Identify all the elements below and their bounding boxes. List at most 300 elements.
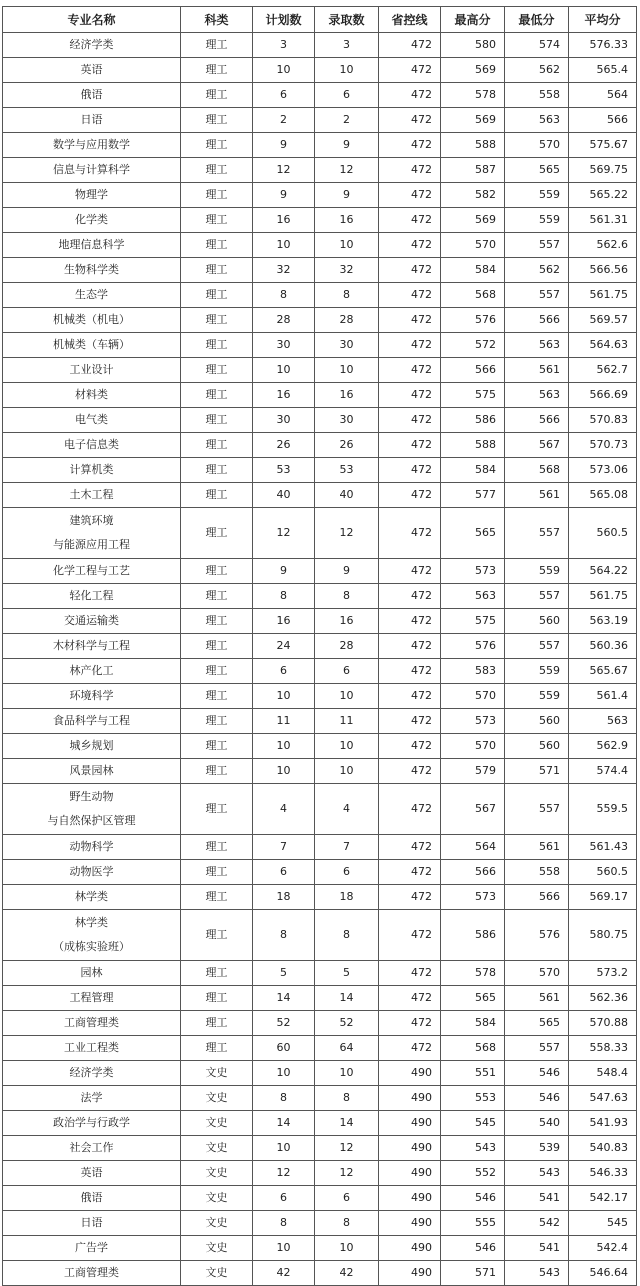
cell-min-score: 561: [505, 986, 569, 1011]
cell-min-score: 567: [505, 433, 569, 458]
cell-min-score: 539: [505, 1136, 569, 1161]
table-row: [3, 910, 637, 961]
cell-avg-score: 563: [569, 709, 637, 734]
cell-avg-score: 566: [569, 108, 637, 133]
cell-admitted: 40: [315, 483, 379, 508]
cell-major: 信息与计算科学: [3, 158, 181, 183]
table-row: [3, 1036, 637, 1061]
cell-major: 林学类: [3, 885, 181, 910]
cell-planned: 11: [253, 709, 315, 734]
cell-category: 理工: [181, 508, 253, 559]
cell-max-score: 543: [441, 1136, 505, 1161]
table-row: [3, 108, 637, 133]
cell-planned: 6: [253, 860, 315, 885]
cell-min-score: 576: [505, 910, 569, 961]
cell-avg-score: 565.67: [569, 659, 637, 684]
cell-category: 理工: [181, 308, 253, 333]
cell-control-line: 472: [379, 709, 441, 734]
table-row: [3, 1136, 637, 1161]
cell-admitted: 10: [315, 358, 379, 383]
cell-major: 机械类（机电）: [3, 308, 181, 333]
cell-avg-score: 558.33: [569, 1036, 637, 1061]
cell-control-line: 472: [379, 433, 441, 458]
cell-control-line: 472: [379, 559, 441, 584]
table-row: [3, 1211, 637, 1236]
cell-min-score: 563: [505, 383, 569, 408]
cell-major: 日语: [3, 1211, 181, 1236]
table-row: [3, 58, 637, 83]
cell-planned: 8: [253, 283, 315, 308]
table-row: [3, 133, 637, 158]
admission-scores-table: [2, 6, 637, 1286]
cell-category: 理工: [181, 83, 253, 108]
cell-avg-score: 547.63: [569, 1086, 637, 1111]
cell-planned: 32: [253, 258, 315, 283]
cell-category: 理工: [181, 910, 253, 961]
cell-control-line: 472: [379, 33, 441, 58]
cell-major: 地理信息科学: [3, 233, 181, 258]
cell-category: 理工: [181, 158, 253, 183]
cell-planned: 30: [253, 408, 315, 433]
table-row: [3, 659, 637, 684]
cell-major: 计算机类: [3, 458, 181, 483]
cell-major: 园林: [3, 961, 181, 986]
table-row: [3, 860, 637, 885]
table-body: [3, 33, 637, 1286]
cell-category: 理工: [181, 835, 253, 860]
cell-max-score: 588: [441, 433, 505, 458]
cell-major: 城乡规划: [3, 734, 181, 759]
cell-avg-score: 564: [569, 83, 637, 108]
cell-min-score: 543: [505, 1261, 569, 1286]
cell-min-score: 542: [505, 1211, 569, 1236]
cell-admitted: 8: [315, 1211, 379, 1236]
cell-control-line: 472: [379, 860, 441, 885]
cell-control-line: 472: [379, 483, 441, 508]
table-row: [3, 885, 637, 910]
cell-category: 理工: [181, 634, 253, 659]
cell-avg-score: 560.5: [569, 860, 637, 885]
cell-planned: 6: [253, 659, 315, 684]
cell-planned: 10: [253, 58, 315, 83]
cell-control-line: 490: [379, 1161, 441, 1186]
cell-max-score: 566: [441, 358, 505, 383]
cell-planned: 14: [253, 986, 315, 1011]
cell-admitted: 8: [315, 283, 379, 308]
cell-major: 木材科学与工程: [3, 634, 181, 659]
major-name-line: 野生动物: [69, 790, 114, 803]
cell-admitted: 16: [315, 208, 379, 233]
cell-control-line: 472: [379, 784, 441, 835]
cell-admitted: 14: [315, 986, 379, 1011]
cell-max-score: 576: [441, 634, 505, 659]
cell-admitted: 28: [315, 308, 379, 333]
cell-avg-score: 574.4: [569, 759, 637, 784]
cell-control-line: 490: [379, 1086, 441, 1111]
cell-planned: 26: [253, 433, 315, 458]
cell-avg-score: 573.06: [569, 458, 637, 483]
cell-min-score: 557: [505, 784, 569, 835]
cell-planned: 60: [253, 1036, 315, 1061]
cell-max-score: 584: [441, 258, 505, 283]
cell-avg-score: 560.5: [569, 508, 637, 559]
cell-control-line: 490: [379, 1186, 441, 1211]
cell-avg-score: 546.33: [569, 1161, 637, 1186]
cell-max-score: 576: [441, 308, 505, 333]
cell-category: 理工: [181, 333, 253, 358]
table-row: [3, 1236, 637, 1261]
cell-planned: 42: [253, 1261, 315, 1286]
cell-planned: 10: [253, 358, 315, 383]
table-row: [3, 308, 637, 333]
cell-max-score: 568: [441, 283, 505, 308]
cell-min-score: 566: [505, 308, 569, 333]
cell-control-line: 472: [379, 609, 441, 634]
cell-min-score: 559: [505, 208, 569, 233]
cell-min-score: 561: [505, 483, 569, 508]
cell-avg-score: 540.83: [569, 1136, 637, 1161]
cell-admitted: 52: [315, 1011, 379, 1036]
cell-planned: 2: [253, 108, 315, 133]
cell-max-score: 546: [441, 1236, 505, 1261]
cell-category: 理工: [181, 408, 253, 433]
cell-min-score: 541: [505, 1236, 569, 1261]
cell-max-score: 553: [441, 1086, 505, 1111]
cell-category: 理工: [181, 358, 253, 383]
cell-min-score: 563: [505, 108, 569, 133]
cell-max-score: 584: [441, 458, 505, 483]
cell-max-score: 565: [441, 508, 505, 559]
cell-min-score: 543: [505, 1161, 569, 1186]
cell-control-line: 472: [379, 986, 441, 1011]
cell-planned: 8: [253, 910, 315, 961]
cell-avg-score: 565.4: [569, 58, 637, 83]
cell-admitted: 10: [315, 1061, 379, 1086]
cell-avg-score: 575.67: [569, 133, 637, 158]
cell-major: 机械类（车辆）: [3, 333, 181, 358]
cell-category: 文史: [181, 1111, 253, 1136]
cell-major: 政治学与行政学: [3, 1111, 181, 1136]
cell-control-line: 490: [379, 1061, 441, 1086]
table-row: [3, 408, 637, 433]
cell-admitted: 7: [315, 835, 379, 860]
cell-min-score: 562: [505, 58, 569, 83]
cell-avg-score: 569.57: [569, 308, 637, 333]
cell-min-score: 562: [505, 258, 569, 283]
cell-control-line: 472: [379, 584, 441, 609]
cell-avg-score: 561.43: [569, 835, 637, 860]
cell-avg-score: 561.4: [569, 684, 637, 709]
cell-control-line: 472: [379, 759, 441, 784]
cell-admitted: 6: [315, 860, 379, 885]
cell-avg-score: 542.17: [569, 1186, 637, 1211]
cell-control-line: 472: [379, 283, 441, 308]
cell-control-line: 490: [379, 1136, 441, 1161]
cell-category: 理工: [181, 33, 253, 58]
cell-major: 环境科学: [3, 684, 181, 709]
cell-avg-score: 565.08: [569, 483, 637, 508]
cell-max-score: 578: [441, 961, 505, 986]
cell-max-score: 555: [441, 1211, 505, 1236]
cell-avg-score: 566.56: [569, 258, 637, 283]
cell-min-score: 560: [505, 734, 569, 759]
cell-major: 数学与应用数学: [3, 133, 181, 158]
cell-planned: 16: [253, 383, 315, 408]
cell-control-line: 472: [379, 108, 441, 133]
cell-max-score: 582: [441, 183, 505, 208]
header-planned: 计划数: [253, 7, 315, 33]
cell-max-score: 569: [441, 208, 505, 233]
table-row: [3, 433, 637, 458]
cell-major: 土木工程: [3, 483, 181, 508]
table-row: [3, 1186, 637, 1211]
cell-control-line: 472: [379, 1036, 441, 1061]
cell-avg-score: 541.93: [569, 1111, 637, 1136]
cell-max-score: 579: [441, 759, 505, 784]
table-row: [3, 233, 637, 258]
cell-min-score: 546: [505, 1086, 569, 1111]
cell-avg-score: 546.64: [569, 1261, 637, 1286]
cell-planned: 8: [253, 1086, 315, 1111]
cell-avg-score: 562.6: [569, 233, 637, 258]
cell-min-score: 560: [505, 709, 569, 734]
cell-admitted: 5: [315, 961, 379, 986]
cell-admitted: 6: [315, 659, 379, 684]
cell-admitted: 2: [315, 108, 379, 133]
table-row: [3, 1111, 637, 1136]
table-row: [3, 258, 637, 283]
cell-planned: 10: [253, 1236, 315, 1261]
cell-control-line: 490: [379, 1111, 441, 1136]
cell-avg-score: 570.73: [569, 433, 637, 458]
cell-category: 理工: [181, 986, 253, 1011]
cell-admitted: 64: [315, 1036, 379, 1061]
cell-control-line: 472: [379, 1011, 441, 1036]
cell-category: 理工: [181, 709, 253, 734]
cell-category: 文史: [181, 1161, 253, 1186]
cell-avg-score: 559.5: [569, 784, 637, 835]
cell-category: 理工: [181, 208, 253, 233]
cell-planned: 4: [253, 784, 315, 835]
cell-min-score: 557: [505, 584, 569, 609]
cell-category: 理工: [181, 383, 253, 408]
cell-control-line: 472: [379, 58, 441, 83]
cell-max-score: 584: [441, 1011, 505, 1036]
cell-max-score: 586: [441, 910, 505, 961]
cell-max-score: 564: [441, 835, 505, 860]
cell-admitted: 10: [315, 734, 379, 759]
cell-planned: 7: [253, 835, 315, 860]
cell-max-score: 575: [441, 383, 505, 408]
cell-min-score: 546: [505, 1061, 569, 1086]
cell-category: 理工: [181, 659, 253, 684]
cell-major: 社会工作: [3, 1136, 181, 1161]
cell-min-score: 559: [505, 559, 569, 584]
cell-avg-score: 570.88: [569, 1011, 637, 1036]
cell-avg-score: 569.17: [569, 885, 637, 910]
cell-category: 理工: [181, 283, 253, 308]
cell-min-score: 570: [505, 133, 569, 158]
cell-category: 理工: [181, 784, 253, 835]
cell-major: 工业设计: [3, 358, 181, 383]
table-row: [3, 759, 637, 784]
table-row: [3, 158, 637, 183]
cell-max-score: 583: [441, 659, 505, 684]
cell-major: [3, 784, 181, 835]
cell-control-line: 472: [379, 83, 441, 108]
cell-avg-score: 573.2: [569, 961, 637, 986]
cell-category: 文史: [181, 1061, 253, 1086]
cell-min-score: 559: [505, 684, 569, 709]
cell-avg-score: 569.75: [569, 158, 637, 183]
cell-category: 理工: [181, 559, 253, 584]
cell-major: [3, 508, 181, 559]
cell-control-line: 472: [379, 734, 441, 759]
cell-planned: 16: [253, 208, 315, 233]
cell-max-score: 571: [441, 1261, 505, 1286]
cell-control-line: 472: [379, 383, 441, 408]
table-row: [3, 483, 637, 508]
table-row: [3, 709, 637, 734]
cell-admitted: 12: [315, 158, 379, 183]
cell-avg-score: 563.19: [569, 609, 637, 634]
cell-category: 理工: [181, 233, 253, 258]
cell-admitted: 12: [315, 1161, 379, 1186]
cell-avg-score: 562.9: [569, 734, 637, 759]
cell-planned: 5: [253, 961, 315, 986]
cell-planned: 9: [253, 559, 315, 584]
cell-control-line: 490: [379, 1261, 441, 1286]
table-row: [3, 208, 637, 233]
cell-min-score: 566: [505, 885, 569, 910]
cell-major: 法学: [3, 1086, 181, 1111]
cell-avg-score: 561.75: [569, 283, 637, 308]
cell-min-score: 557: [505, 508, 569, 559]
cell-major: 俄语: [3, 83, 181, 108]
cell-control-line: 472: [379, 333, 441, 358]
cell-control-line: 472: [379, 634, 441, 659]
table-header: [3, 7, 637, 33]
cell-major: 物理学: [3, 183, 181, 208]
cell-major: 工商管理类: [3, 1011, 181, 1036]
cell-major: 经济学类: [3, 33, 181, 58]
cell-category: 理工: [181, 108, 253, 133]
table-row: [3, 986, 637, 1011]
cell-major: 风景园林: [3, 759, 181, 784]
cell-major: 食品科学与工程: [3, 709, 181, 734]
cell-min-score: 561: [505, 835, 569, 860]
cell-min-score: 574: [505, 33, 569, 58]
cell-category: 理工: [181, 584, 253, 609]
cell-category: 理工: [181, 183, 253, 208]
cell-major: 交通运输类: [3, 609, 181, 634]
cell-category: 理工: [181, 1011, 253, 1036]
table-row: [3, 283, 637, 308]
cell-avg-score: 562.7: [569, 358, 637, 383]
cell-category: 理工: [181, 885, 253, 910]
cell-major: 化学工程与工艺: [3, 559, 181, 584]
header-avg-score: 平均分: [569, 7, 637, 33]
cell-min-score: 559: [505, 659, 569, 684]
cell-category: 理工: [181, 433, 253, 458]
cell-avg-score: 561.75: [569, 584, 637, 609]
table-row: [3, 835, 637, 860]
cell-max-score: 551: [441, 1061, 505, 1086]
cell-major: 轻化工程: [3, 584, 181, 609]
cell-planned: 8: [253, 584, 315, 609]
cell-max-score: 573: [441, 709, 505, 734]
cell-planned: 12: [253, 158, 315, 183]
cell-planned: 3: [253, 33, 315, 58]
header-major: 专业名称: [3, 7, 181, 33]
cell-planned: 30: [253, 333, 315, 358]
cell-admitted: 10: [315, 58, 379, 83]
cell-max-score: 563: [441, 584, 505, 609]
table-row: [3, 584, 637, 609]
cell-max-score: 565: [441, 986, 505, 1011]
table-row: [3, 33, 637, 58]
cell-admitted: 30: [315, 408, 379, 433]
table-row: [3, 684, 637, 709]
cell-major: 日语: [3, 108, 181, 133]
cell-category: 文史: [181, 1236, 253, 1261]
cell-max-score: 573: [441, 559, 505, 584]
cell-planned: 52: [253, 1011, 315, 1036]
cell-admitted: 10: [315, 233, 379, 258]
cell-control-line: 490: [379, 1211, 441, 1236]
cell-category: 理工: [181, 58, 253, 83]
cell-planned: 6: [253, 1186, 315, 1211]
cell-max-score: 577: [441, 483, 505, 508]
table-row: [3, 1261, 637, 1286]
cell-planned: 53: [253, 458, 315, 483]
cell-avg-score: 566.69: [569, 383, 637, 408]
cell-admitted: 8: [315, 584, 379, 609]
major-name-line: 林学类: [75, 916, 108, 929]
cell-max-score: 567: [441, 784, 505, 835]
cell-max-score: 545: [441, 1111, 505, 1136]
cell-planned: 9: [253, 133, 315, 158]
header-control-line: 省控线: [379, 7, 441, 33]
cell-category: 理工: [181, 483, 253, 508]
cell-planned: 24: [253, 634, 315, 659]
cell-max-score: 570: [441, 684, 505, 709]
cell-min-score: 560: [505, 609, 569, 634]
cell-min-score: 557: [505, 1036, 569, 1061]
cell-admitted: 4: [315, 784, 379, 835]
cell-major: 电气类: [3, 408, 181, 433]
cell-max-score: 588: [441, 133, 505, 158]
cell-category: 理工: [181, 961, 253, 986]
cell-min-score: 540: [505, 1111, 569, 1136]
table-row: [3, 358, 637, 383]
cell-admitted: 16: [315, 609, 379, 634]
cell-max-score: 580: [441, 33, 505, 58]
cell-admitted: 10: [315, 759, 379, 784]
cell-admitted: 9: [315, 183, 379, 208]
table-row: [3, 383, 637, 408]
cell-control-line: 472: [379, 835, 441, 860]
cell-avg-score: 564.63: [569, 333, 637, 358]
header-max-score: 最高分: [441, 7, 505, 33]
cell-admitted: 10: [315, 1236, 379, 1261]
cell-min-score: 570: [505, 961, 569, 986]
table-row: [3, 458, 637, 483]
cell-min-score: 568: [505, 458, 569, 483]
cell-planned: 10: [253, 734, 315, 759]
table-row: [3, 1161, 637, 1186]
cell-admitted: 10: [315, 684, 379, 709]
